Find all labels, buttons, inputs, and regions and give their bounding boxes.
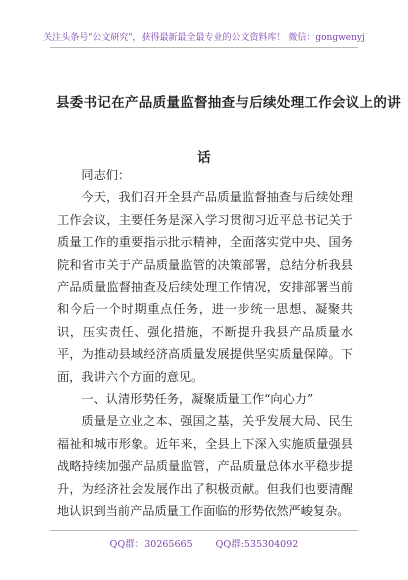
- paragraph-intro: 今天，我们召开全县产品质量监督抽查与后续处理工作会议，主要任务是深入学习贯彻习近平总书记关于质量工作的重要指示批示精神，全面落实党中央、国务院和省市关于产品质量监管的决策部署，总结分析我县产品质量监督抽查及后续处理工作情况，安排部署当前和今后一个时期重点任务，进一步统一思想、凝聚共识，压实责任、强化措施，不断提升我县产品质量水平，为推动县域经济高质量发展提供坚实质量保障。下面，我讲六个方面的意见。: [57, 190, 353, 384]
- title-line-1: 县委书记在产品质量监督抽查与后续处理工作会议上的讲: [56, 95, 401, 111]
- paragraph-quality: 质量是立业之本、强国之基，关乎发展大局、民生福祉和城市形象。近年来，全县上下深入实施质量强县战略持续加强产品质量监管，产品质量总体水平稳步提升，为经济社会发展作出了积极贡献。但我们也要清醒地认识到当前产品质量工作面临的形势依然严峻复杂。: [57, 414, 353, 519]
- header-banner: 关注头条号"公文研究"，获得最新最全最专业的公文资料库！ 微信：gongwenyj: [43, 33, 365, 43]
- footer-qq-group-1: QQ群：30265665: [109, 539, 193, 550]
- document-body: [57, 164, 353, 523]
- salutation: 同志们：: [81, 168, 131, 182]
- footer-qq-group-2: QQ群:535304092: [215, 539, 299, 550]
- header-divider: [50, 47, 358, 48]
- section-heading-1: 一、认清形势任务，凝聚质量工作“向心力”: [81, 392, 314, 407]
- footer-divider: [50, 530, 358, 531]
- footer: [0, 536, 408, 550]
- title-line-2: 话: [197, 150, 211, 166]
